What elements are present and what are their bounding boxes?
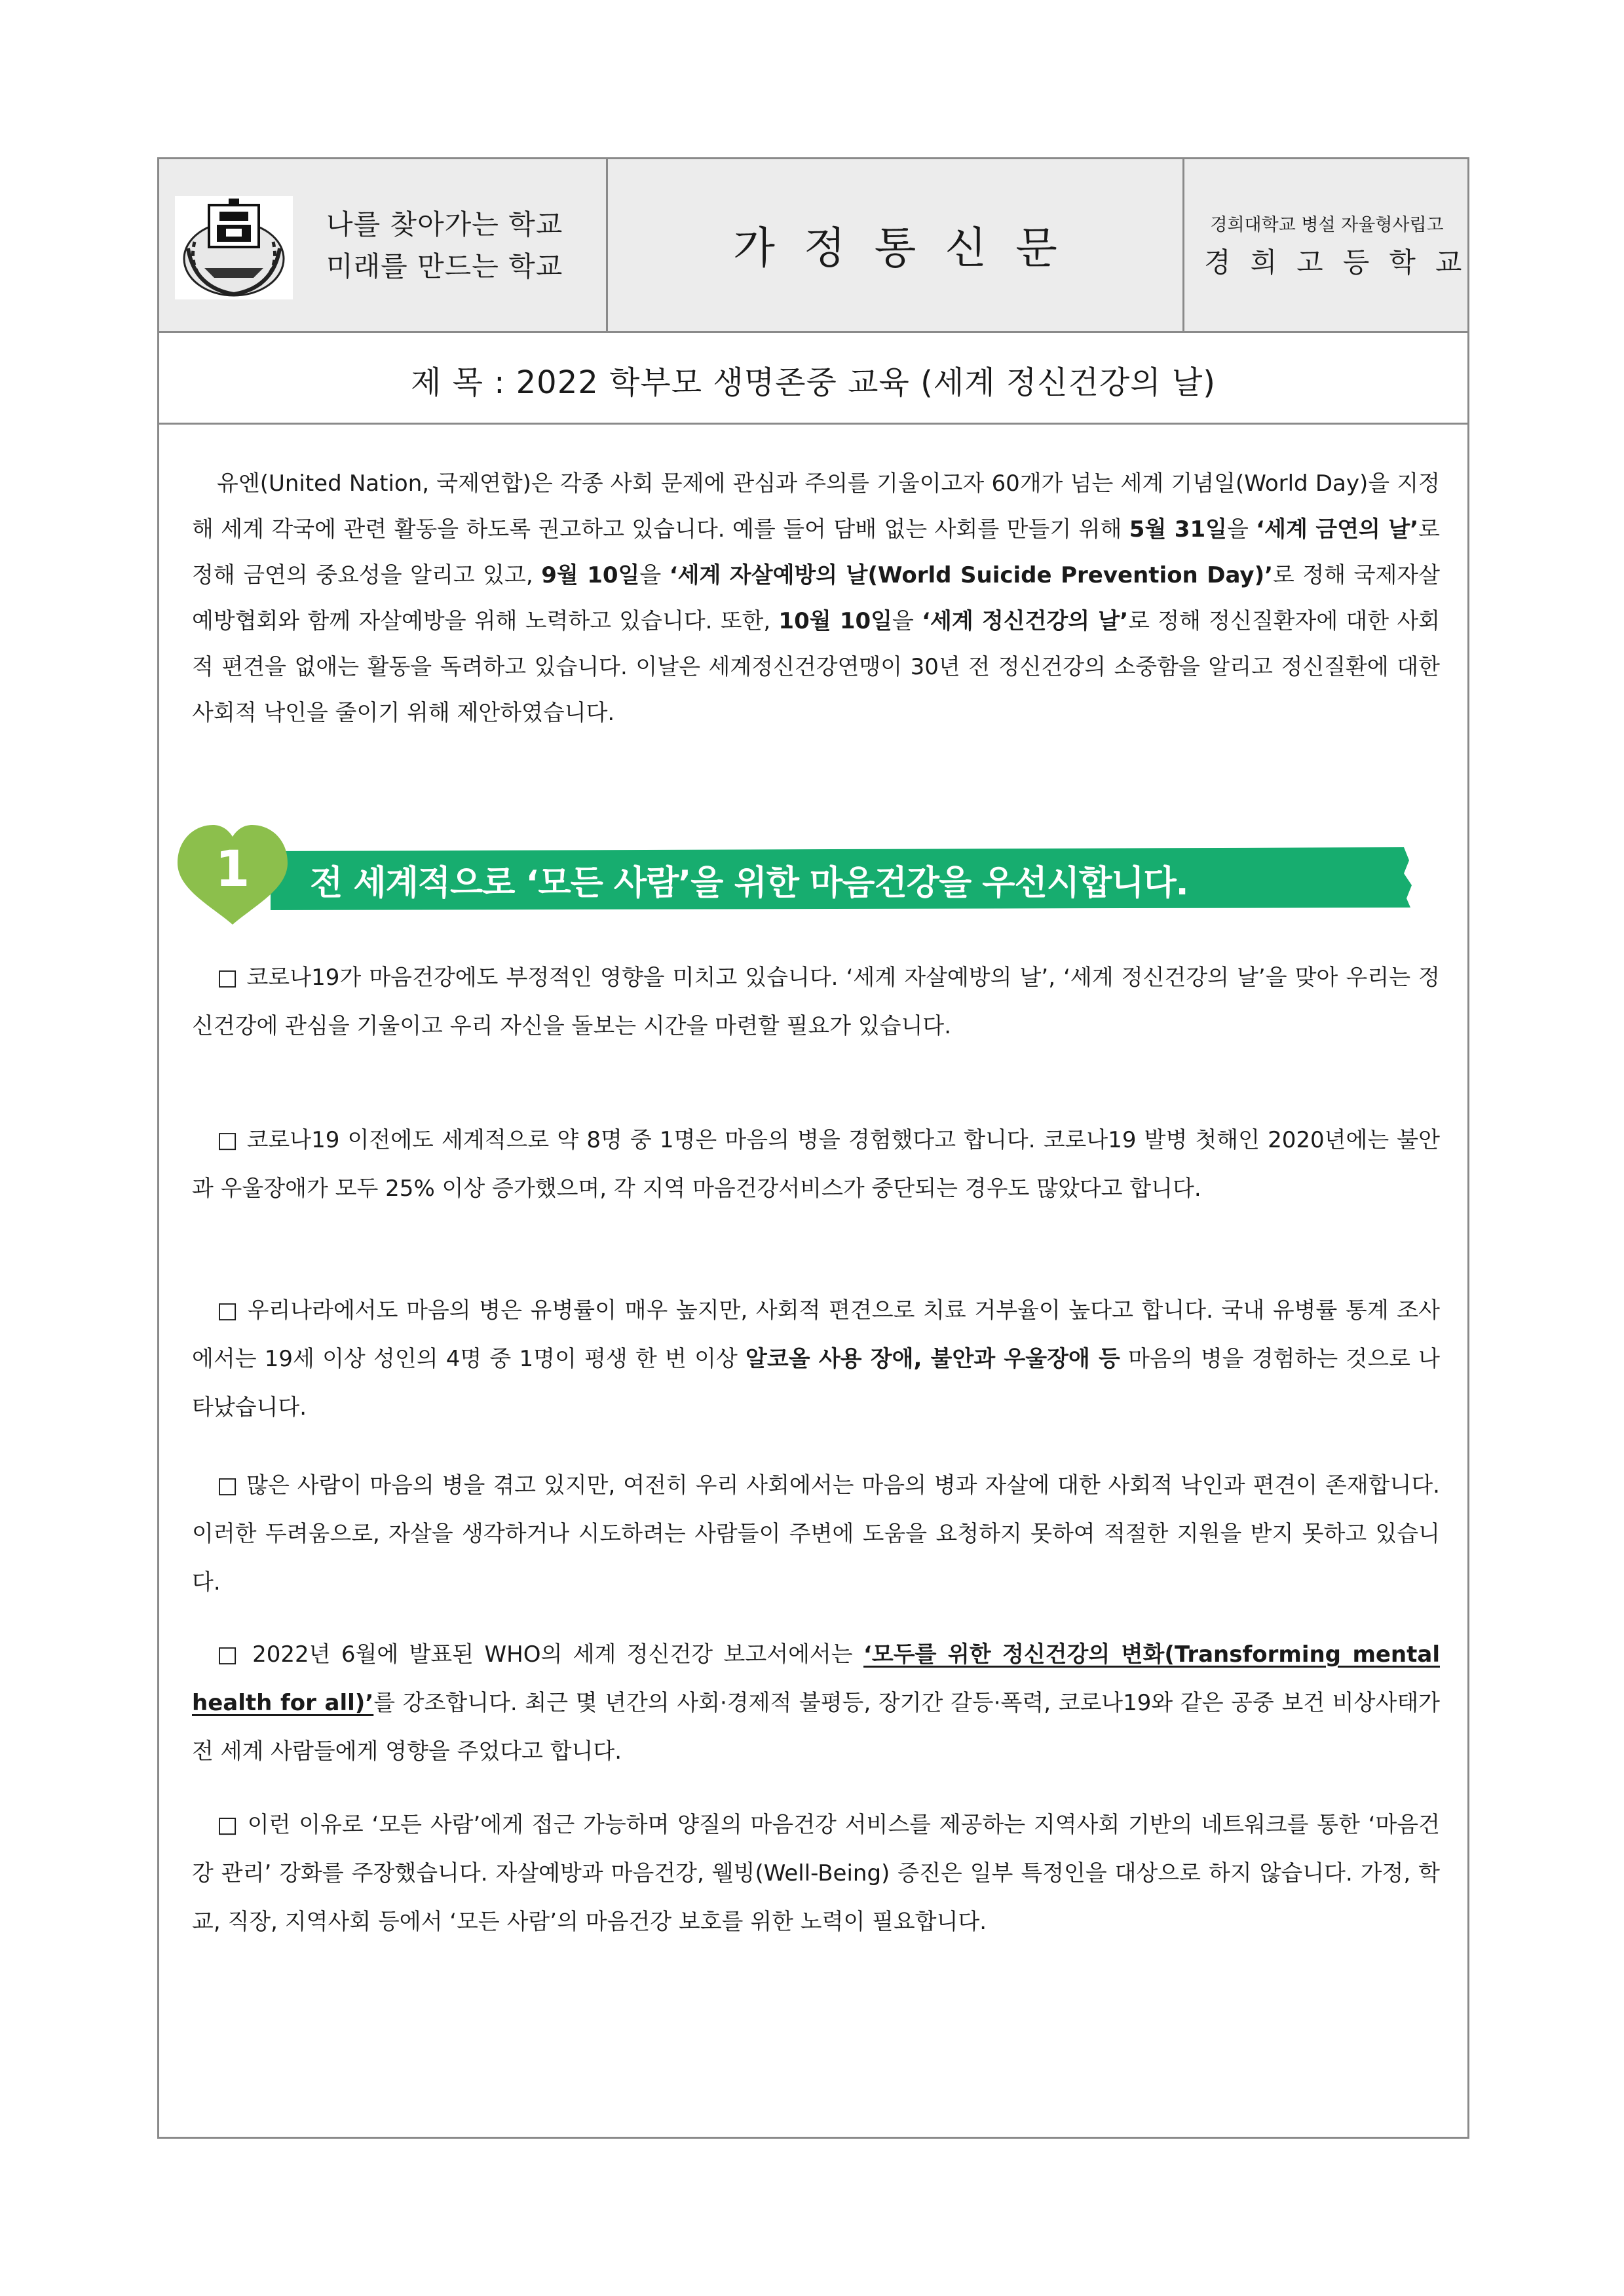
subject-row: [159, 331, 1467, 425]
school-logo: [175, 196, 293, 299]
motto-line-2: 미래를 만드는 학교: [326, 250, 563, 282]
intro-text: 유엔(United Nation, 국제연합)은 각종 사회 문제에 관심과 주의를 기울이고자 60개가 넘는 세계 기념일(World Day)을 지정해 세계 각국에 관련 활동을 하도록 권고하고 있습니다. 예를 들어 담배 없는 사회를 만들기 위해: [192, 470, 1440, 543]
section-banner: [172, 821, 1417, 926]
bullet-item-3: [192, 1286, 1440, 1432]
bullet-item-5: [192, 1630, 1440, 1776]
bullet-item-6: □ 이런 이유로 ‘모든 사람’에게 접근 가능하며 양질의 마음건강 서비스를 제공하는 지역사회 기반의 네트워크를 통한 ‘마음건강 관리’ 강화를 주장했습니다. 자살예방과 마음건강, 웰빙(Well-Being) 증진은 일부 특정인을 대상으로 하지 않습니다. 가정, 학교, 직장, 지역사회 등에서 ‘모든 사람’의 마음건강 보호를 위한 노력이 필요합니다.: [192, 1812, 1440, 1935]
header-row: [159, 159, 1482, 333]
intro-date-sep10: 9월 10일: [541, 562, 640, 588]
intro-text: 을: [1226, 516, 1256, 543]
subject-title: 제 목 : 2022 학부모 생명존중 교육 (세계 정신건강의 날): [410, 364, 1217, 401]
intro-text: 로 정해 금연의 중요성을 알리고 있고,: [192, 516, 1441, 588]
header-school-cell: [1184, 159, 1482, 331]
intro-text: 로 정해 국제자살예방협회와 함께 자살예방을 위해 노력하고 있습니다. 또한,: [192, 562, 1440, 634]
school-motto: [326, 204, 563, 288]
intro-mental-health-day: ‘세계 정신건강의 날’: [922, 608, 1129, 634]
bullet-5-highlight: ‘모두를 위한 정신건강의 변화(Transforming mental health for all)’: [192, 1641, 1440, 1716]
bullet-5-text: □ 2022년 6월에 발표된 WHO의 세계 정신건강 보고서에서는: [217, 1641, 864, 1668]
school-affiliation: 경희대학교 병설 자율형사립고: [1210, 215, 1444, 235]
header-title-cell: [608, 159, 1184, 331]
intro-text: 을: [639, 562, 670, 588]
section-number: 1: [215, 839, 250, 898]
bullet-item-2: □ 코로나19 이전에도 세계적으로 약 8명 중 1명은 마음의 병을 경험했다고 합니다. 코로나19 발병 첫해인 2020년에는 불안과 우울장애가 모두 25% 이상 증가했으며, 각 지역 마음건강서비스가 중단되는 경우도 많았다고 합니다.: [192, 1127, 1440, 1202]
intro-date-may31: 5월 31일: [1129, 516, 1227, 543]
section-title: 전 세계적으로 ‘모든 사람’을 위한 마음건강을 우선시합니다.: [310, 864, 1188, 903]
bullet-item-1: □ 코로나19가 마음건강에도 부정적인 영향을 미치고 있습니다. ‘세계 자살예방의 날’, ‘세계 정신건강의 날’을 맞아 우리는 정신건강에 관심을 기울이고 우리 자신을 돌보는 시간을 마련할 필요가 있습니다.: [192, 965, 1440, 1039]
bullet-3-text: □ 우리나라에서도 마음의 병은 유병률이 매우 높지만, 사회적 편견으로 치료 거부율이 높다고 합니다. 국내 유병률 통계 조사에서는 19세 이상 성인의 4명 중 1명이 평생 한 번 이상: [192, 1297, 1440, 1372]
school-name: 경희고등학교: [1204, 246, 1482, 278]
motto-line-1: 나를 찾아가는 학교: [326, 208, 563, 240]
intro-no-tobacco-day: ‘세계 금연의 날’: [1256, 516, 1419, 543]
intro-paragraph: [192, 461, 1440, 736]
bullet-5-text: 를 강조합니다. 최근 몇 년간의 사회·경제적 불평등, 장기간 갈등·폭력, 코로나19와 같은 공중 보건 비상사태가 전 세계 사람들에게 영향을 주었다고 합니다.: [192, 1690, 1441, 1765]
header-motto-cell: [159, 159, 608, 331]
bullet-3-text: 마음의 병을 경험하는 것으로 나타났습니다.: [192, 1346, 1441, 1421]
bullet-3-highlight: 알코올 사용 장애, 불안과 우울장애 등: [746, 1346, 1120, 1372]
document-title: 가정통신문: [733, 223, 1086, 273]
intro-date-oct10: 10월 10일: [778, 608, 892, 634]
intro-suicide-prevention-day: ‘세계 자살예방의 날(World Suicide Prevention Day)’: [669, 562, 1274, 588]
intro-text: 을: [892, 608, 922, 634]
bullet-item-4: □ 많은 사람이 마음의 병을 겪고 있지만, 여전히 우리 사회에서는 마음의 병과 자살에 대한 사회적 낙인과 편견이 존재합니다. 이러한 두려움으로, 자살을 생각하거나 시도하려는 사람들이 주변에 도움을 요청하지 못하여 적절한 지원을 받지 못하고 있습니다.: [192, 1472, 1440, 1596]
newsletter-sheet: [157, 157, 1482, 2139]
intro-text: 로 정해 정신질환자에 대한 사회적 편견을 없애는 활동을 독려하고 있습니다. 이날은 세계정신건강연맹이 30년 전 정신건강의 소중함을 알리고 정신질환에 대한 사회적 낙인을 줄이기 위해 제안하였습니다.: [192, 608, 1441, 726]
